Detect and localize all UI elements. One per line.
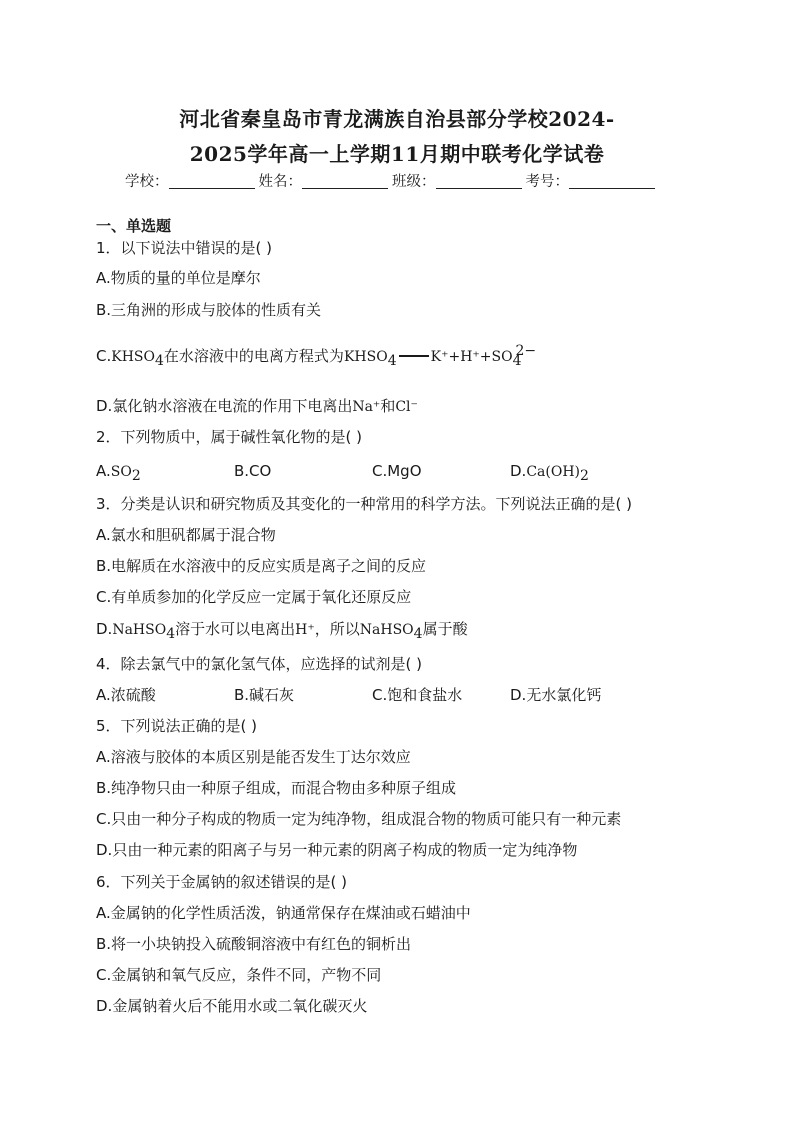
question-4-stem: 4．除去氯气中的氯化氢气体，应选择的试剂是( ) — [96, 655, 423, 673]
exam-title-line2: 2025学年高一上学期11月期中联考化学试卷 — [189, 142, 605, 166]
question-6-option-d: D.金属钠着火后不能用水或二氧化碳灭火 — [96, 997, 368, 1015]
exam-title-line1: 河北省秦皇岛市青龙满族自治县部分学校2024- — [179, 107, 615, 131]
question-6-option-c: C.金属钠和氧气反应，条件不同，产物不同 — [96, 966, 382, 984]
question-2-option-a: $A.SO_2$ — [96, 462, 141, 484]
question-5-option-a: A.溶液与胶体的本质区别是能否发生丁达尔效应 — [96, 748, 411, 766]
class-field[interactable] — [436, 174, 522, 189]
id-field[interactable] — [569, 174, 655, 189]
school-field[interactable] — [169, 174, 255, 189]
question-1-option-d: D.氯化钠水溶液在电流的作用下电离出Na⁺和Cl⁻ — [96, 397, 418, 415]
question-3-option-a: A.氯水和胆矾都属于混合物 — [96, 526, 276, 544]
question-1-option-a: A.物质的量的单位是摩尔 — [96, 269, 261, 287]
question-4-option-b: B.碱石灰 — [234, 686, 295, 704]
question-3-option-b: B.电解质在水溶液中的反应实质是离子之间的反应 — [96, 557, 427, 575]
student-info-row — [125, 170, 659, 191]
id-label: 考号： — [525, 174, 569, 190]
equation-arrow — [399, 353, 429, 357]
question-3-stem: 3．分类是认识和研究物质及其变化的一种常用的科学方法。下列说法正确的是( ) — [96, 495, 633, 513]
name-label: 姓名： — [258, 174, 302, 190]
question-4-option-d: D.无水氯化钙 — [510, 686, 602, 704]
question-5-option-c: C.只由一种分子构成的物质一定为纯净物，组成混合物的物质可能只有一种元素 — [96, 810, 622, 828]
question-6-option-a: A.金属钠的化学性质活泼，钠通常保存在煤油或石蜡油中 — [96, 904, 471, 922]
name-field[interactable] — [302, 174, 388, 189]
question-2-option-c: C.MgO — [372, 462, 422, 480]
question-6-stem: 6．下列关于金属钠的叙述错误的是( ) — [96, 873, 348, 891]
school-label: 学校： — [125, 174, 169, 190]
class-label: 班级： — [392, 174, 436, 190]
question-5-option-b: B.纯净物只由一种原子组成，而混合物由多种原子组成 — [96, 779, 457, 797]
question-3-option-c: C.有单质参加的化学反应一定属于氧化还原反应 — [96, 588, 412, 606]
question-4-option-c: C.饱和食盐水 — [372, 686, 463, 704]
question-2-option-b: B.CO — [234, 462, 272, 480]
question-6-option-b: B.将一小块钠投入硫酸铜溶液中有红色的铜析出 — [96, 935, 412, 953]
question-1-option-b: B.三角洲的形成与胶体的性质有关 — [96, 301, 322, 319]
question-5-stem: 5．下列说法正确的是( ) — [96, 717, 258, 735]
question-2-option-d: $D.Ca(OH)_2$ — [510, 462, 589, 484]
question-1-stem: 1．以下说法中错误的是( ) — [96, 239, 273, 257]
question-4-option-a: A.浓硫酸 — [96, 686, 156, 704]
question-5-option-d: D.只由一种元素的阳离子与另一种元素的阴离子构成的物质一定为纯净物 — [96, 841, 578, 859]
question-3-option-d: D.NaHSO$_4$溶于水可以电离出H⁺，所以NaHSO$_4$属于酸 — [96, 620, 468, 642]
question-1-option-c: $C.KHSO_4$在水溶液中的电离方程式为$KHSO_4$ $K^++H^++SO_4^{2-}$ — [96, 343, 537, 369]
question-2-stem: 2．下列物质中，属于碱性氧化物的是( ) — [96, 428, 363, 446]
section-heading: 一、单选题 — [96, 217, 172, 235]
